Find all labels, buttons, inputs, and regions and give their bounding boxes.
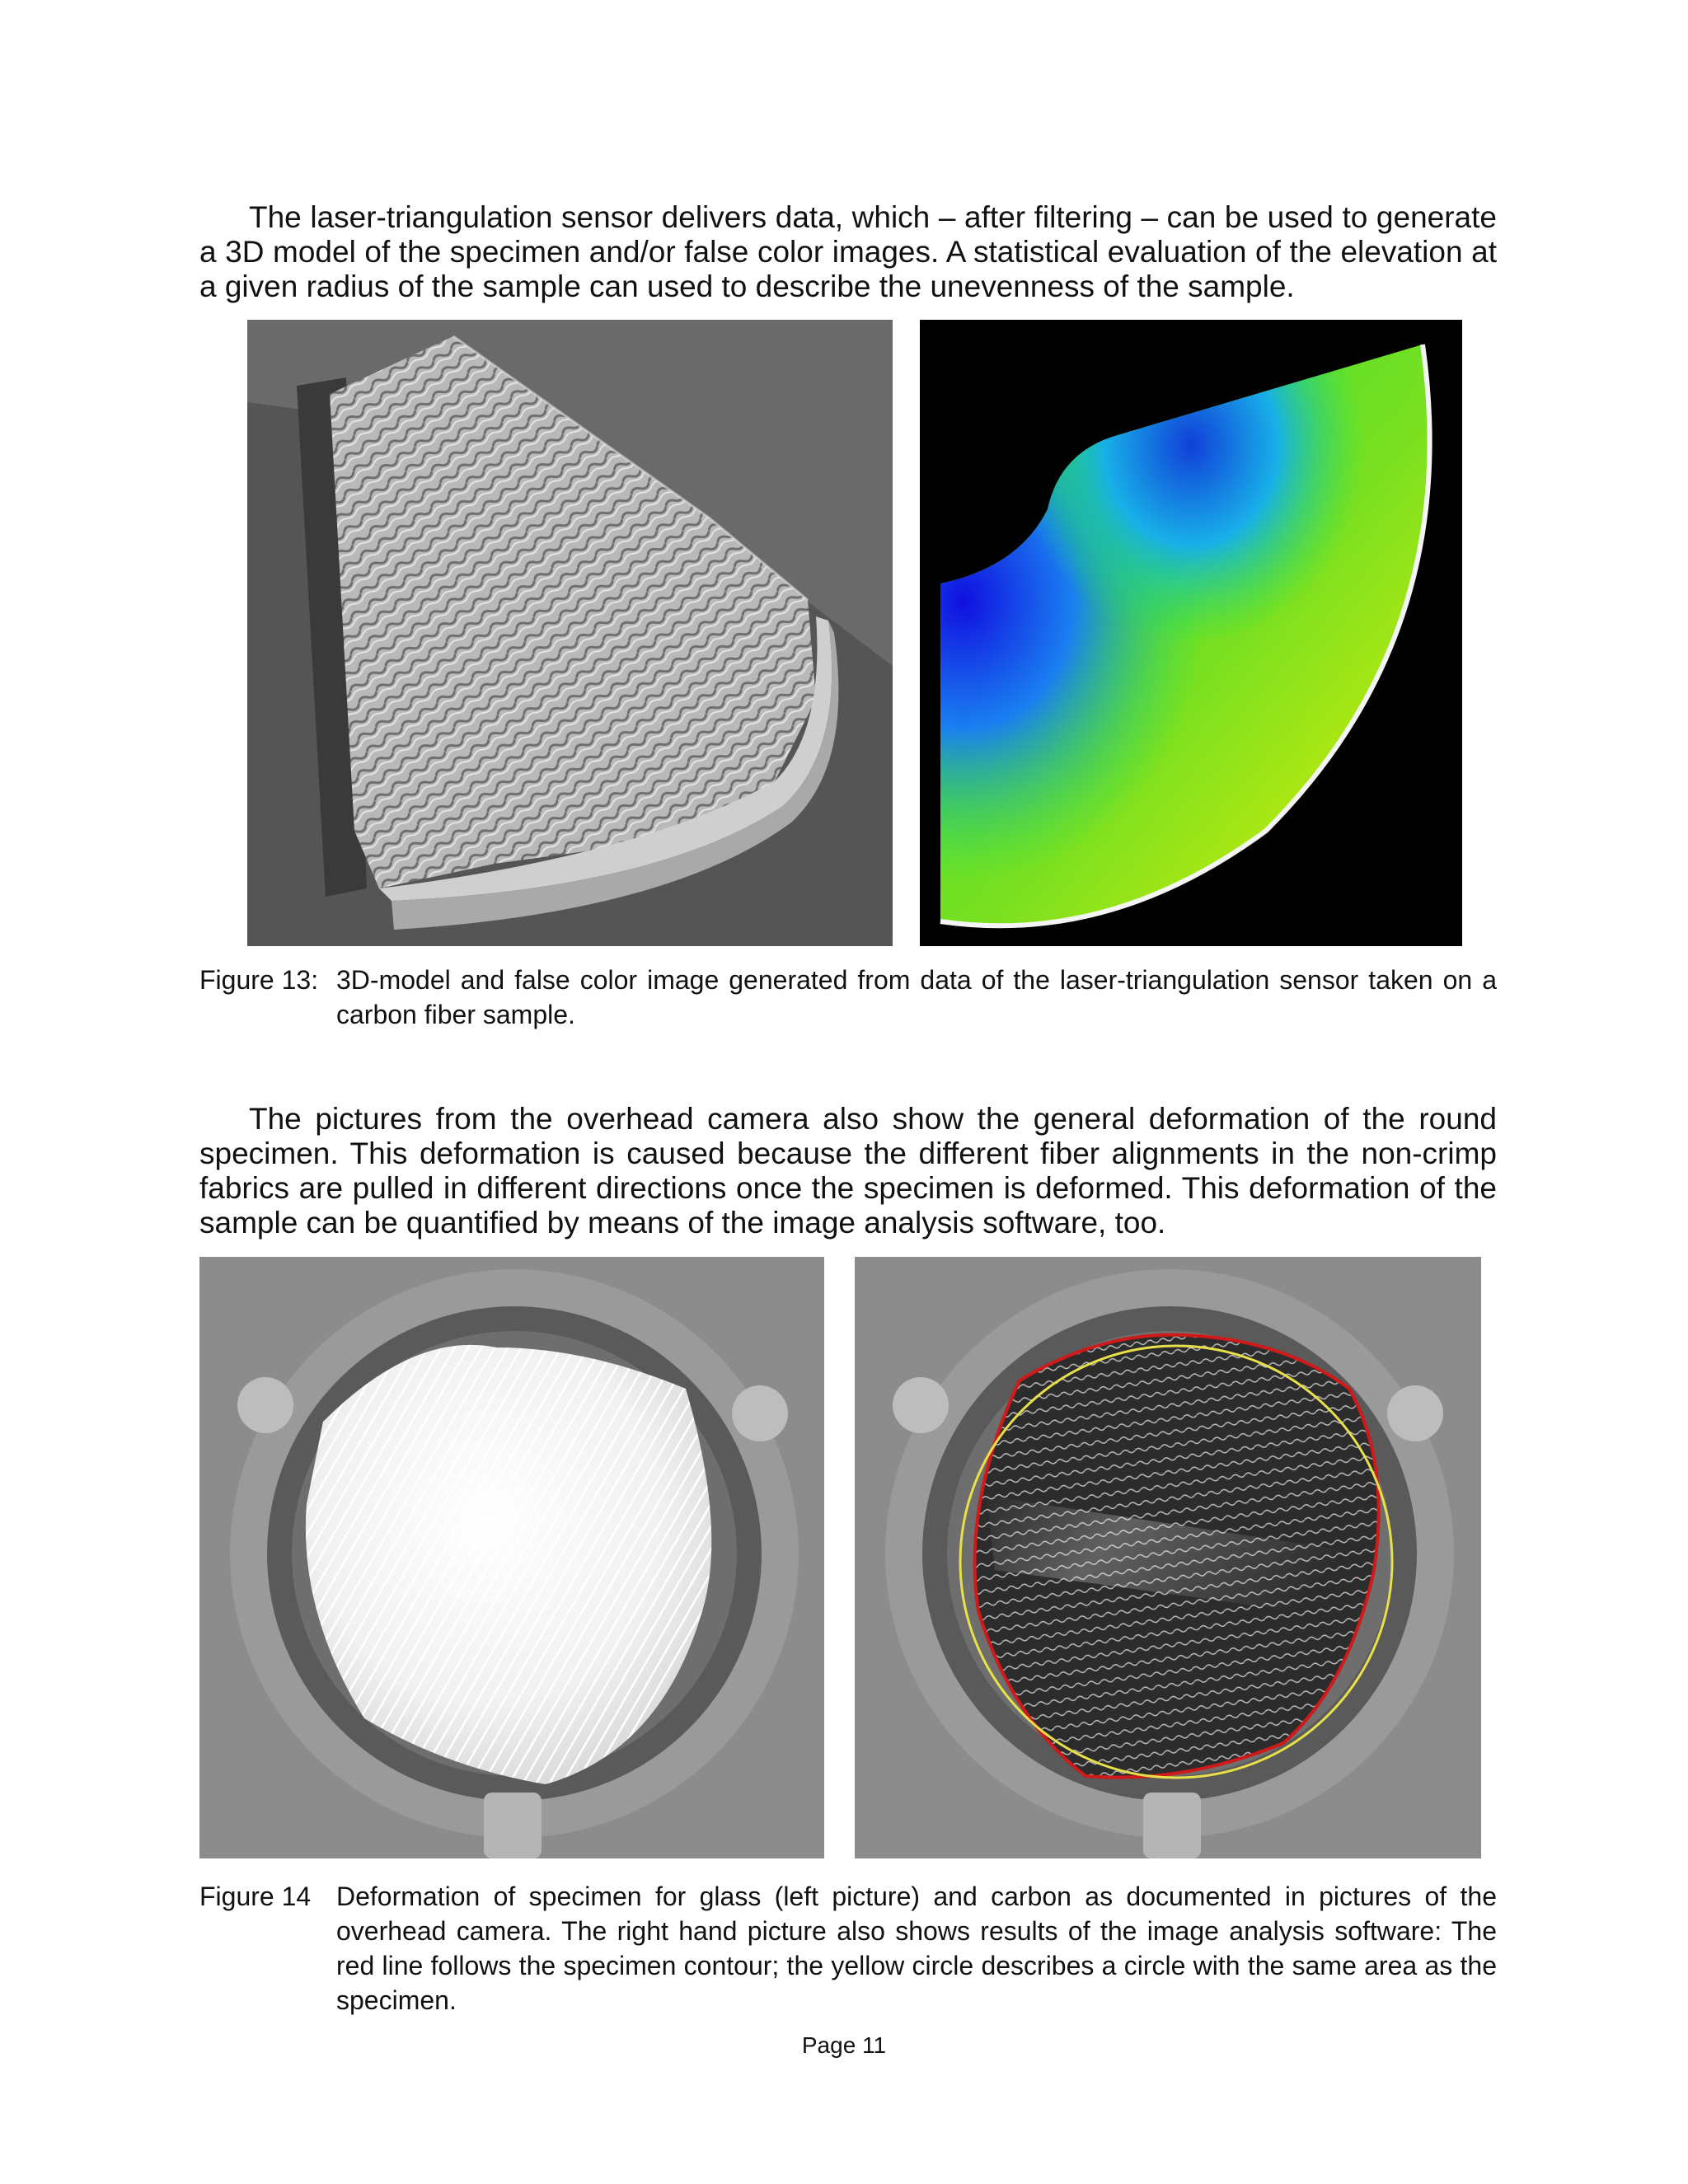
figure-13-3d-model-image bbox=[247, 320, 893, 946]
figure-13-label: Figure 13: bbox=[199, 965, 319, 995]
paragraph-overhead-camera: The pictures from the overhead camera also show the general deformation of the round specimen. This deformation is caused because the different fiber alignments in the non-crimp fabrics are pulled in different directions once the specimen is deformed. This deformation of the sample can be quantified by means of the image analysis software, too. bbox=[199, 1102, 1497, 1240]
figure-13-false-color-image bbox=[920, 320, 1462, 946]
figure-14-caption-text: Deformation of specimen for glass (left picture) and carbon as documented in pictures of the overhead camera. The right hand picture also shows results of the image analysis software: The red line follows the specimen contour; the yellow circle describes a circle with the same area as the specimen. bbox=[336, 1882, 1497, 2015]
figure-14-glass-specimen-photo bbox=[199, 1257, 824, 1858]
paragraph-laser-triangulation: The laser-triangulation sensor delivers data, which – after filtering – can be used to generate a 3D model of the specimen and/or false color images. A statistical evaluation of the elevation at a given radius of the sample can used to describe the unevenness of the sample. bbox=[199, 200, 1497, 303]
figure-14-label: Figure 14 bbox=[199, 1882, 312, 1911]
page-number: Page 11 bbox=[801, 2032, 887, 2058]
figure-14-carbon-specimen-photo bbox=[855, 1257, 1481, 1858]
figure-13-caption-text: 3D-model and false color image generated from data of the laser-triangulation sensor taken on a carbon fiber sample. bbox=[336, 965, 1497, 1029]
